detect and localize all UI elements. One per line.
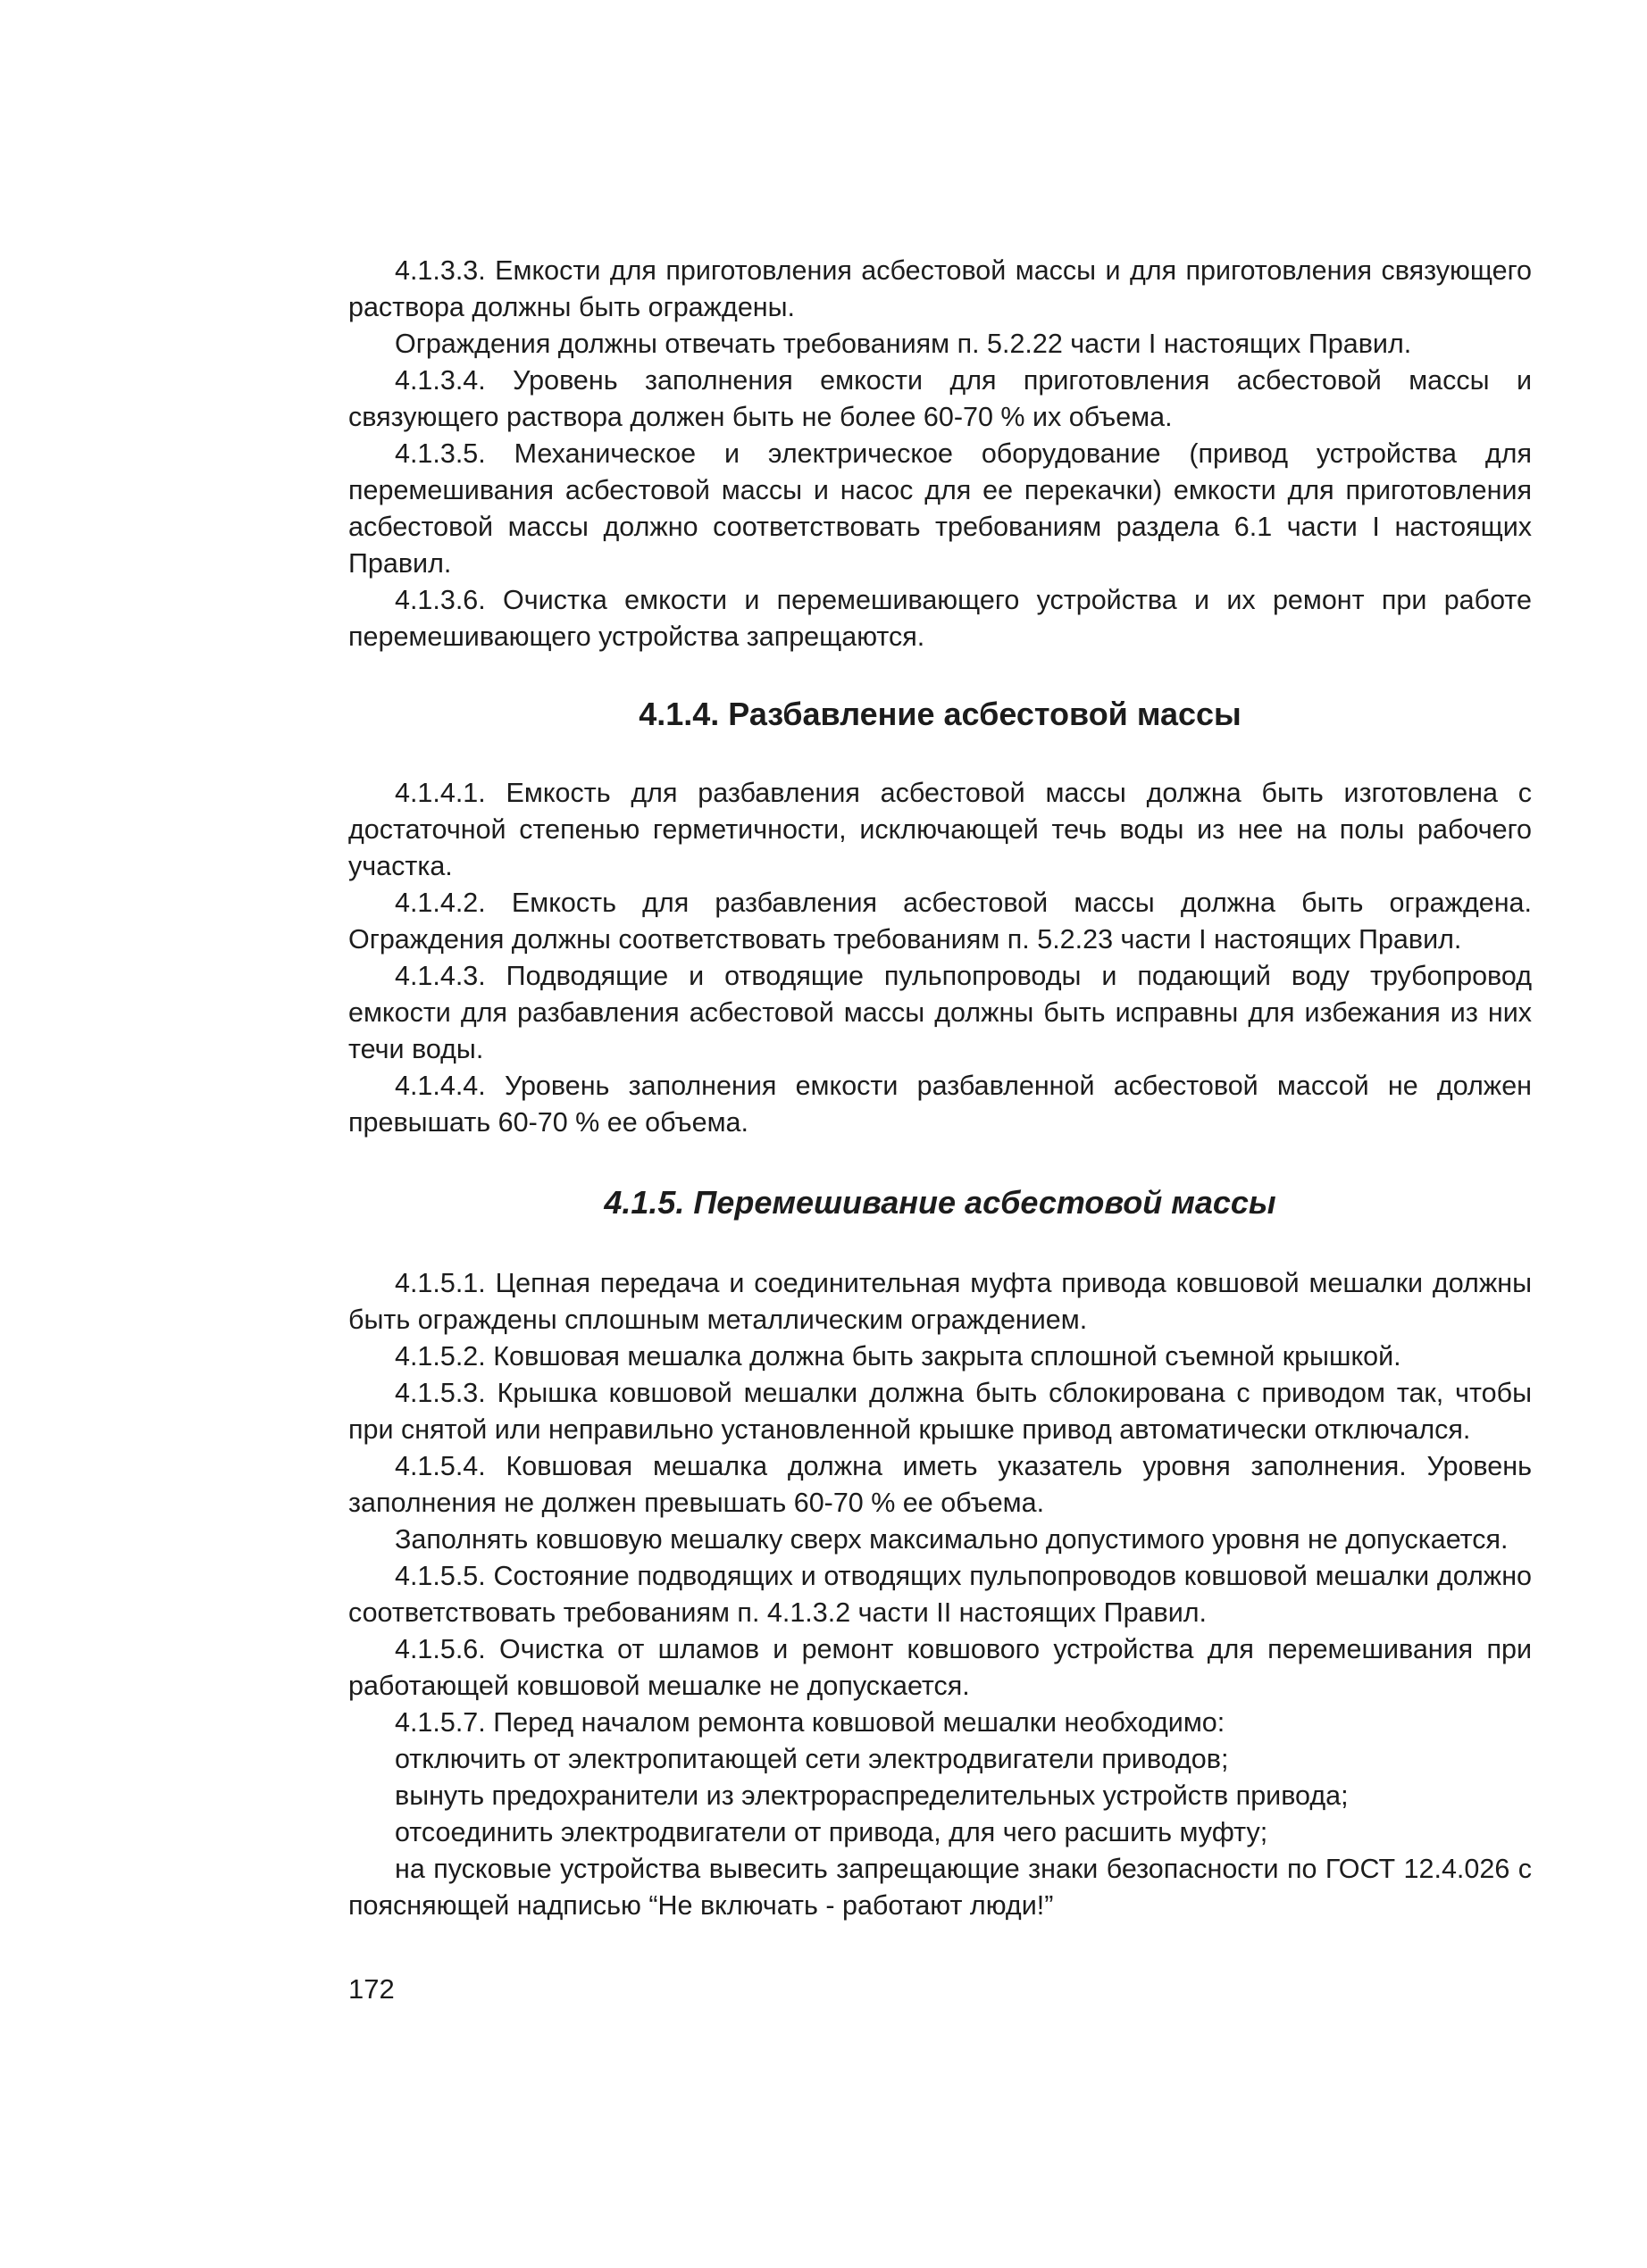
paragraph: 4.1.4.3. Подводящие и отводящие пульпопроводы и подающий воду трубопровод емкости для разбавления асбестовой массы должны быть исправны для избежания из них течи воды.	[348, 961, 1532, 1064]
list-item: отсоединить электродвигатели от привода, для чего расшить муфту;	[395, 1817, 1268, 1847]
paragraph: 4.1.5.6. Очистка от шламов и ремонт ковшового устройства для перемешивания при работающей ковшовой мешалке не допускается.	[348, 1634, 1532, 1701]
section-heading-4-1-4: 4.1.4. Разбавление асбестовой массы	[639, 696, 1242, 732]
paragraph: 4.1.5.2. Ковшовая мешалка должна быть закрыта сплошной съемной крышкой.	[395, 1341, 1401, 1372]
paragraph: 4.1.4.1. Емкость для разбавления асбестовой массы должна быть изготовлена с достаточной степенью герметичности, исключающей течь воды из нее на полы рабочего участка.	[348, 778, 1532, 881]
section-4-1-5-body	[348, 1265, 1532, 1924]
paragraph: Заполнять ковшовую мешалку сверх максимально допустимого уровня не допускается.	[395, 1524, 1509, 1555]
list-item: отключить от электропитающей сети электродвигатели приводов;	[395, 1744, 1229, 1774]
paragraph: 4.1.5.1. Цепная передача и соединительная муфта привода ковшовой мешалки должны быть ограждены сплошным металлическим ограждением.	[348, 1268, 1532, 1335]
paragraph: 4.1.5.7. Перед началом ремонта ковшовой мешалки необходимо:	[395, 1707, 1225, 1738]
paragraph: Ограждения должны отвечать требованиям п. 5.2.22 части I настоящих Правил.	[395, 329, 1412, 359]
section-4-1-3-continued	[348, 253, 1532, 655]
paragraph: 4.1.5.4. Ковшовая мешалка должна иметь указатель уровня заполнения. Уровень заполнения не должен превышать 60-70 % ее объема.	[348, 1451, 1532, 1518]
paragraph: 4.1.4.2. Емкость для разбавления асбестовой массы должна быть ограждена. Ограждения должны соответствовать требованиям п. 5.2.23 части I настоящих Правил.	[348, 888, 1532, 955]
page-number: 172	[348, 1973, 395, 2005]
paragraph: 4.1.3.3. Емкости для приготовления асбестовой массы и для приготовления связующего раствора должны быть ограждены.	[348, 255, 1532, 322]
section-4-1-4-body	[348, 775, 1532, 1141]
paragraph: 4.1.3.5. Механическое и электрическое оборудование (привод устройства для перемешивания асбестовой массы и насос для ее перекачки) емкости для приготовления асбестовой массы должно соответствовать требованиям раздела 6.1 части I настоящих Правил.	[348, 438, 1532, 579]
list-item: на пусковые устройства вывесить запрещающие знаки безопасности по ГОСТ 12.4.026 с поясняющей надписью “Не включать - работают люди!”	[348, 1854, 1532, 1921]
page-body	[348, 253, 1532, 1924]
list-item: вынуть предохранители из электрораспределительных устройств привода;	[395, 1780, 1349, 1811]
paragraph: 4.1.4.4. Уровень заполнения емкости разбавленной асбестовой массой не должен превышать 60-70 % ее объема.	[348, 1071, 1532, 1138]
section-heading-4-1-5: 4.1.5. Перемешивание асбестовой массы	[604, 1184, 1276, 1221]
paragraph: 4.1.5.3. Крышка ковшовой мешалки должна быть сблокирована с приводом так, чтобы при снятой или неправильно установленной крышке привод автоматически отключался.	[348, 1378, 1532, 1445]
paragraph: 4.1.5.5. Состояние подводящих и отводящих пульпопроводов ковшовой мешалки должно соответствовать требованиям п. 4.1.3.2 части II настоящих Правил.	[348, 1561, 1532, 1628]
paragraph: 4.1.3.6. Очистка емкости и перемешивающего устройства и их ремонт при работе перемешивающего устройства запрещаются.	[348, 585, 1532, 652]
paragraph: 4.1.3.4. Уровень заполнения емкости для приготовления асбестовой массы и связующего раствора должен быть не более 60-70 % их объема.	[348, 365, 1532, 432]
